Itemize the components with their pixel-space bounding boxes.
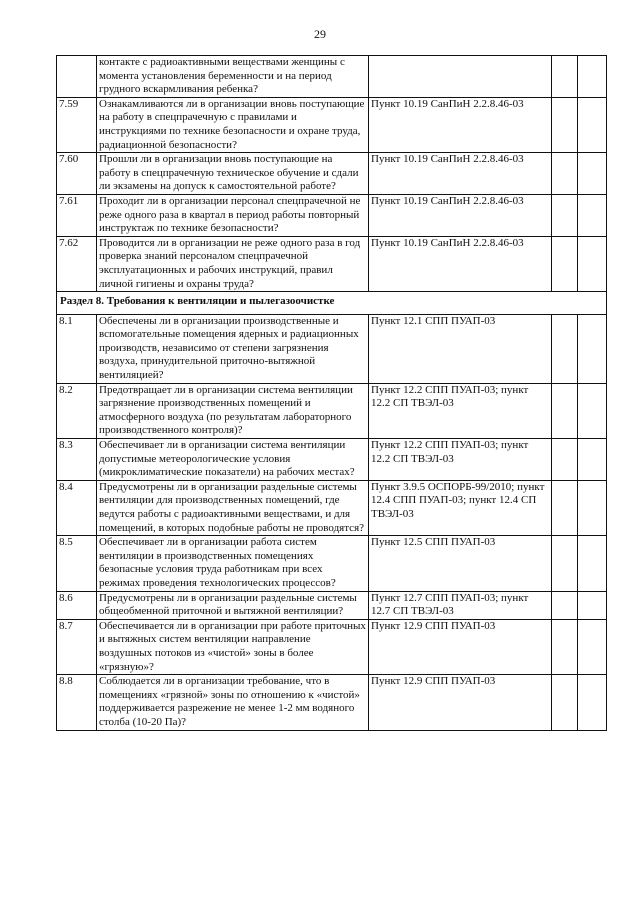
answer-cell-2: [578, 619, 607, 674]
reference-cell: Пункт 12.9 СПП ПУАП-03: [369, 619, 552, 674]
answer-cell-2: [578, 194, 607, 236]
reference-cell: [369, 56, 552, 98]
answer-cell-2: [578, 153, 607, 195]
answer-cell-2: [578, 97, 607, 152]
answer-cell-2: [578, 383, 607, 438]
answer-cell-2: [578, 56, 607, 98]
item-number-cell: 7.59: [57, 97, 97, 152]
table-row: [57, 56, 607, 98]
answer-cell-1: [552, 480, 578, 535]
question-cell: Прошли ли в организации вновь поступающие на работу в спецпрачечную техническое обучение и сдали ли экзамены на допуск к самостоятельной работе?: [97, 153, 369, 195]
answer-cell-1: [552, 314, 578, 383]
question-cell: Ознакамливаются ли в организации вновь поступающие на работу в спецпрачечную с правилами и инструкциями по технике безопасности и охране труда, радиационной безопасности?: [97, 97, 369, 152]
answer-cell-1: [552, 56, 578, 98]
question-cell: контакте с радиоактивными веществами женщины с момента установления беременности и на период грудного вскармливания ребенка?: [97, 56, 369, 98]
answer-cell-1: [552, 536, 578, 591]
table-row: [57, 480, 607, 535]
reference-cell: Пункт 10.19 СанПиН 2.2.8.46-03: [369, 97, 552, 152]
table-row: [57, 314, 607, 383]
reference-cell: Пункт 12.7 СПП ПУАП-03; пункт 12.7 СП ТВЭЛ-03: [369, 591, 552, 619]
question-cell: Обеспечивает ли в организации система вентиляции допустимые метеорологические условия (микроклиматические показатели) на рабочих местах?: [97, 439, 369, 481]
item-number-cell: 8.5: [57, 536, 97, 591]
question-cell: Предусмотрены ли в организации раздельные системы общеобменной приточной и вытяжной вентиляции?: [97, 591, 369, 619]
item-number-cell: [57, 56, 97, 98]
answer-cell-2: [578, 439, 607, 481]
answer-cell-2: [578, 591, 607, 619]
section-title: Раздел 8. Требования к вентиляции и пылегазоочистке: [57, 292, 607, 315]
reference-cell: Пункт 10.19 СанПиН 2.2.8.46-03: [369, 194, 552, 236]
reference-cell: Пункт 12.5 СПП ПУАП-03: [369, 536, 552, 591]
page-number: 29: [314, 27, 326, 41]
table-row: [57, 153, 607, 195]
question-cell: Предотвращает ли в организации система вентиляции загрязнение производственных помещений и атмосферного воздуха (по результатам лабораторного производственного контроля)?: [97, 383, 369, 438]
table-row: [57, 236, 607, 291]
table-row: [57, 383, 607, 438]
answer-cell-1: [552, 194, 578, 236]
answer-cell-1: [552, 675, 578, 730]
answer-cell-1: [552, 97, 578, 152]
table-row: [57, 194, 607, 236]
answer-cell-2: [578, 480, 607, 535]
item-number-cell: 8.2: [57, 383, 97, 438]
question-cell: Обеспечивает ли в организации работа систем вентиляции в производственных помещениях безопасные условия труда работникам при всех режимах проведения технологических процессов?: [97, 536, 369, 591]
table-row: [57, 591, 607, 619]
answer-cell-1: [552, 383, 578, 438]
answer-cell-1: [552, 236, 578, 291]
question-cell: Проводится ли в организации не реже одного раза в год проверка знаний персоналом спецпрачечной эксплуатационных и рабочих инструкций, правил личной гигиены и охраны труда?: [97, 236, 369, 291]
answer-cell-1: [552, 439, 578, 481]
table-row: [57, 97, 607, 152]
answer-cell-2: [578, 675, 607, 730]
reference-cell: Пункт 12.1 СПП ПУАП-03: [369, 314, 552, 383]
item-number-cell: 8.8: [57, 675, 97, 730]
item-number-cell: 8.3: [57, 439, 97, 481]
item-number-cell: 7.62: [57, 236, 97, 291]
table-row: [57, 675, 607, 730]
answer-cell-2: [578, 236, 607, 291]
item-number-cell: 8.6: [57, 591, 97, 619]
section-header-row: [57, 292, 607, 315]
reference-cell: Пункт 10.19 СанПиН 2.2.8.46-03: [369, 236, 552, 291]
reference-cell: Пункт 12.9 СПП ПУАП-03: [369, 675, 552, 730]
question-cell: Соблюдается ли в организации требование, что в помещениях «грязной» зоны по отношению к «чистой» поддерживается разрежение не менее 1-2 мм водяного столба (10-20 Па)?: [97, 675, 369, 730]
table-row: [57, 619, 607, 674]
question-cell: Проходит ли в организации персонал спецпрачечной не реже одного раза в квартал в период работы повторный инструктаж по технике безопасности?: [97, 194, 369, 236]
answer-cell-2: [578, 314, 607, 383]
table-row: [57, 439, 607, 481]
answer-cell-1: [552, 619, 578, 674]
item-number-cell: 7.60: [57, 153, 97, 195]
table-row: [57, 536, 607, 591]
question-cell: Обеспечивается ли в организации при работе приточных и вытяжных систем вентиляции направление воздушных потоков из «чистой» зоны в более «грязную»?: [97, 619, 369, 674]
item-number-cell: 7.61: [57, 194, 97, 236]
checklist-table: [56, 55, 607, 731]
answer-cell-1: [552, 591, 578, 619]
reference-cell: Пункт 12.2 СПП ПУАП-03; пункт 12.2 СП ТВЭЛ-03: [369, 383, 552, 438]
reference-cell: Пункт 10.19 СанПиН 2.2.8.46-03: [369, 153, 552, 195]
question-cell: Обеспечены ли в организации производственные и вспомогательные помещения ядерных и радиационных производств, независимо от степени загрязнения воздуха, принудительной приточно-вытяжной вентиляцией?: [97, 314, 369, 383]
reference-cell: Пункт 3.9.5 ОСПОРБ-99/2010; пункт 12.4 СПП ПУАП-03; пункт 12.4 СП ТВЭЛ-03: [369, 480, 552, 535]
item-number-cell: 8.7: [57, 619, 97, 674]
answer-cell-2: [578, 536, 607, 591]
question-cell: Предусмотрены ли в организации раздельные системы вентиляции для производственных помещений, где ведутся работы с радиоактивными веществами, и для помещений, в которых подобные работы не проводятся?: [97, 480, 369, 535]
reference-cell: Пункт 12.2 СПП ПУАП-03; пункт 12.2 СП ТВЭЛ-03: [369, 439, 552, 481]
item-number-cell: 8.4: [57, 480, 97, 535]
item-number-cell: 8.1: [57, 314, 97, 383]
answer-cell-1: [552, 153, 578, 195]
